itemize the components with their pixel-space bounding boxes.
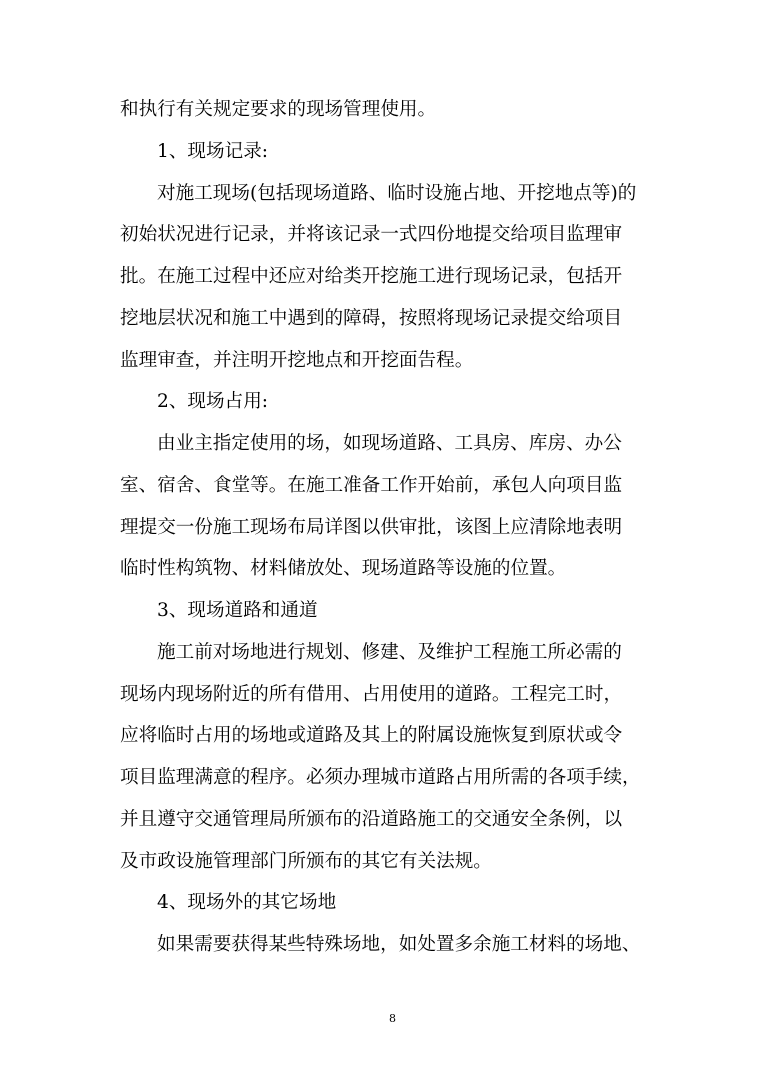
text-line: 并且遵守交通管理局所颁布的沿道路施工的交通安全条例，以: [120, 808, 623, 830]
paragraph-first-line: 由业主指定使用的场，如现场道路、工具房、库房、办公: [157, 433, 622, 454]
text-line: 和执行有关规定要求的现场管理使用。: [120, 99, 437, 120]
text-line: 监理审查，并注明开挖地点和开挖面告程。: [120, 349, 474, 371]
text-line: 项目监理满意的程序。必须办理城市道路占用所需的各项手续，: [120, 767, 641, 788]
paragraph-first-line: 4、现场外的其它场地: [157, 892, 337, 914]
text-line: 批。在施工过程中还应对给类开挖施工进行现场记录，包括开: [120, 266, 623, 287]
paragraph-first-line: 如果需要获得某些特殊场地，如处置多余施工材料的场地、: [157, 934, 641, 955]
text-line: 室、宿舍、食堂等。在施工准备工作开始前，承包人向项目监: [120, 474, 623, 496]
paragraph-first-line: 对施工现场(包括现场道路、临时设施占地、开挖地点等)的: [157, 182, 637, 204]
text-line: 现场内现场附近的所有借用、占用使用的道路。工程完工时，: [120, 683, 623, 705]
text-line: 初始状况进行记录，并将该记录一式四份地提交给项目监理审: [120, 224, 623, 246]
text-line: 临时性构筑物、材料储放处、现场道路等设施的位置。: [120, 558, 567, 580]
text-line: 理提交一份施工现场布局详图以供审批，该图上应清除地表明: [120, 516, 623, 538]
page-number: 8: [389, 1012, 396, 1025]
text-line: 及市政设施管理部门所颁布的其它有关法规。: [120, 850, 492, 872]
paragraph-first-line: 施工前对场地进行规划、修建、及维护工程施工所必需的: [157, 641, 622, 663]
paragraph-first-line: 2、现场占用:: [157, 391, 269, 413]
text-line: 挖地层状况和施工中遇到的障碍，按照将现场记录提交给项目: [120, 307, 623, 329]
text-line: 应将临时占用的场地或道路及其上的附属设施恢复到原状或令: [120, 725, 623, 747]
paragraph-first-line: 1、现场记录:: [157, 140, 269, 162]
paragraph-first-line: 3、现场道路和通道: [157, 600, 318, 621]
